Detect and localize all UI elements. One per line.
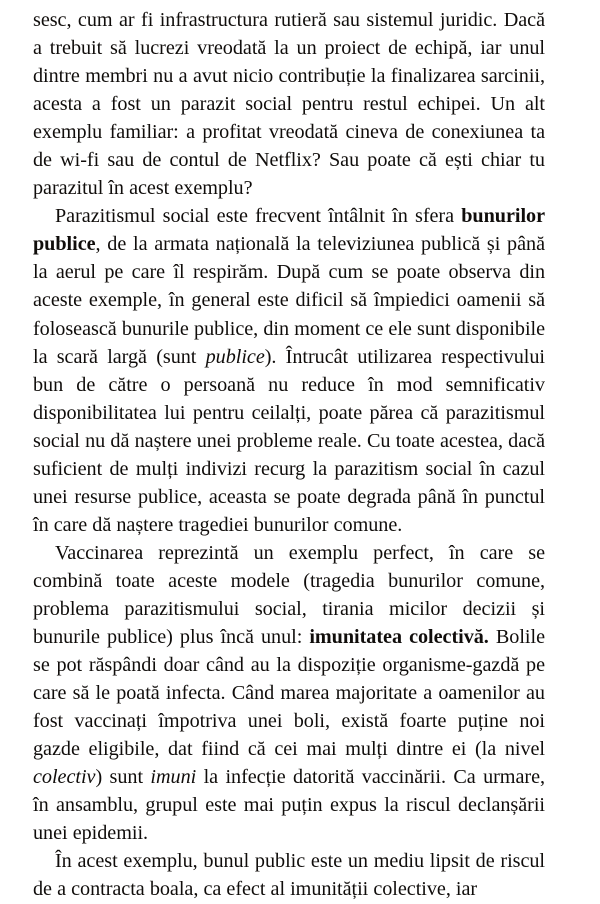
italic-term: colectiv (33, 766, 96, 789)
italic-term: publice (205, 345, 265, 368)
text-run: la infecție datorită vaccinării. Ca urmare, în ansamblu, grupul este mai puțin expus la riscul declanșării unei epidemii. (33, 766, 545, 845)
paragraph (33, 847, 545, 903)
italic-term: imuni (150, 766, 197, 789)
text-run: , de la armata națională la televiziunea publică și până la aerul pe care îl respirăm. După cum se poate observa din aceste exemple, în general este dificil să împiedici oamenii să folosească bunurile publice, din moment ce ele sunt disponibile la scară largă (sunt (33, 233, 545, 368)
text-run: Bolile se pot răspândi doar când au la dispoziție organisme-gazdă pe care să le poată infecta. Când marea majoritate a oamenilor au fost vaccinați împotriva unei boli, există foarte puține noi gazde eligibile, dat fiind că cei mai mulți dintre ei (la nivel (33, 626, 545, 761)
paragraph (33, 539, 545, 848)
text-run: sesc, cum ar fi infrastructura rutieră sau sistemul juridic. Dacă a trebuit să lucrezi vreodată la un proiect de echipă, iar unul dintre membri nu a avut nicio contribuție la finalizarea sarcinii, acesta a fost un parazit social pentru restul echipei. Un alt exemplu familiar: a profitat vreodată cineva de conexiunea ta de wi-fi sau de contul de Netflix? Sau poate că ești chiar tu parazitul în acest exemplu? (33, 9, 545, 200)
text-run: Parazitismul social este frecvent întâlnit în sfera (55, 205, 462, 228)
text-run: ). Întrucât utilizarea respectivului bun de către o persoană nu reduce în mod semnificativ disponibilitatea lui pentru ceilalți, poate părea că parazitismul social nu dă naștere unei probleme reale. Cu toate acestea, dacă suficient de mulți indivizi recurg la parazitism social în cazul unei resurse publice, aceasta se poate degrada până în punctul în care dă naștere tragediei bunurilor comune. (33, 345, 546, 536)
body-text-column (33, 6, 545, 904)
bold-term: imunitatea colectivă. (309, 626, 489, 649)
paragraph (33, 6, 545, 202)
text-run: În acest exemplu, bunul public este un mediu lipsit de riscul de a contracta boala, ca efect al imunității colective, iar (33, 850, 545, 901)
paragraph (33, 202, 545, 539)
bold-term: bunurilor publice (33, 205, 545, 256)
text-run: ) sunt (95, 766, 151, 789)
text-run: Vaccinarea reprezintă un exemplu perfect, în care se combină toate aceste modele (tragedia bunurilor comune, problema parazitismului social, tirania micilor decizii și bunurile publice) plus încă unul: (33, 541, 545, 649)
